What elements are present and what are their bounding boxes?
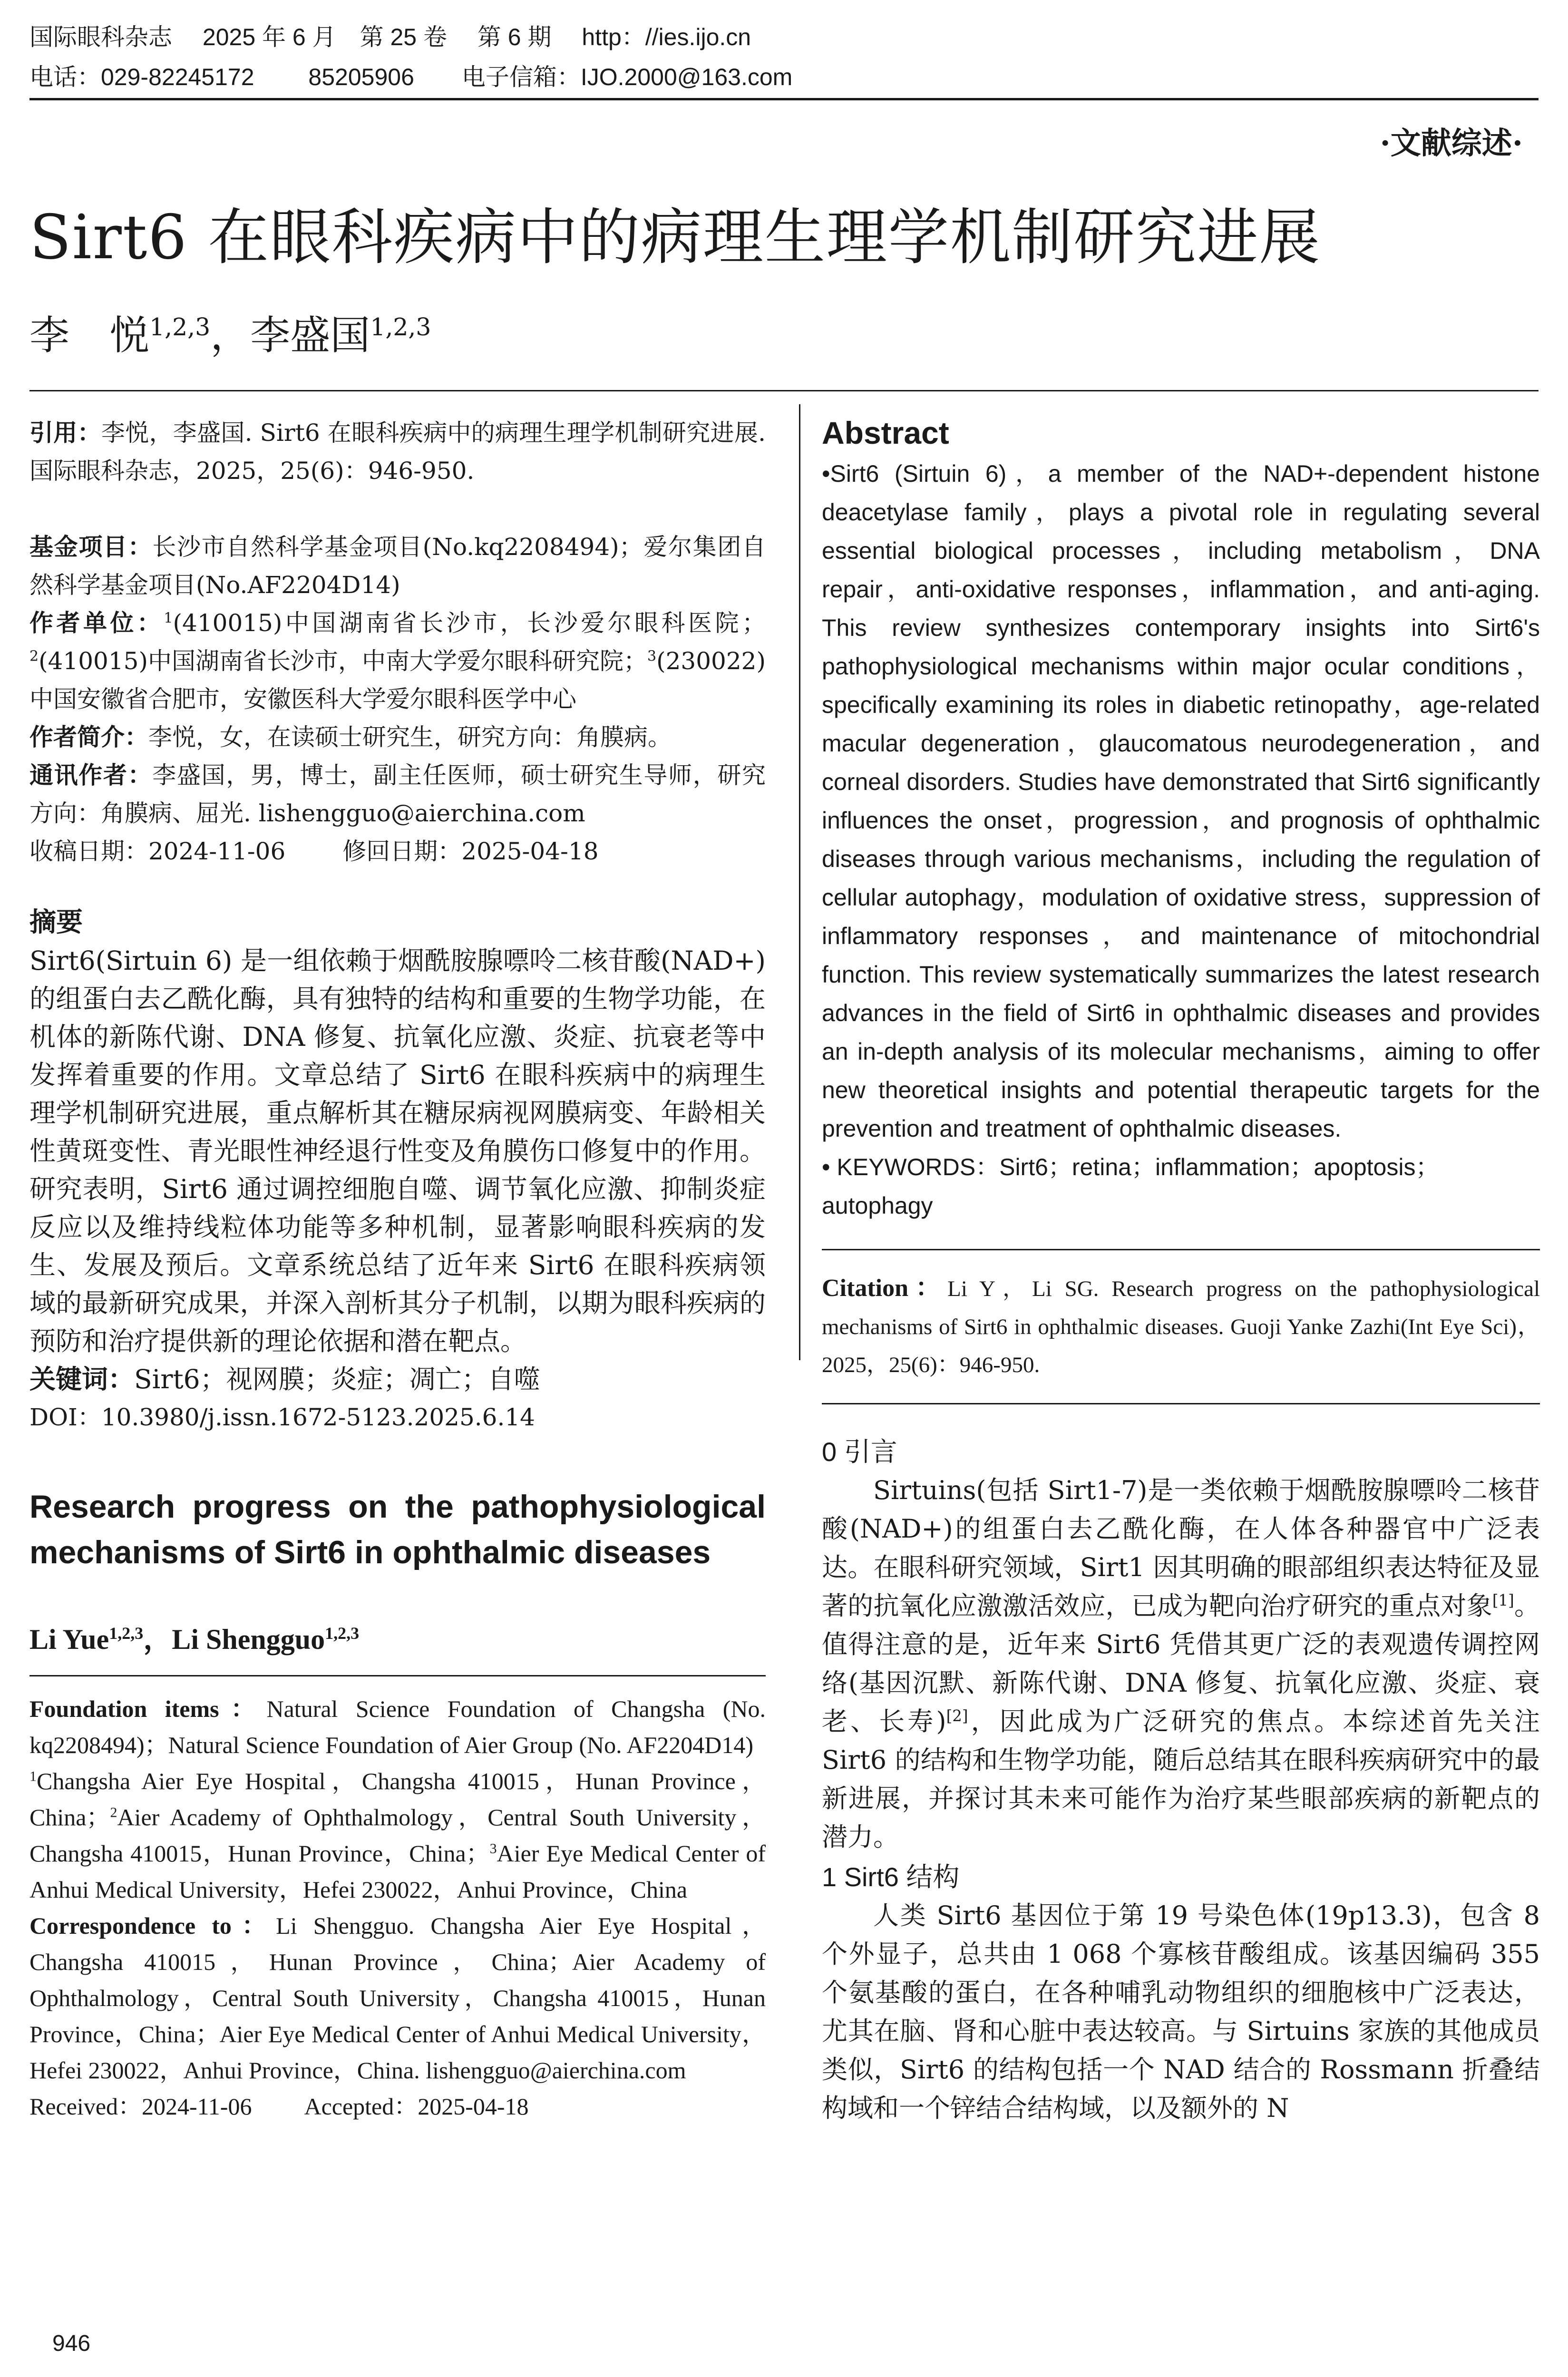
- citation-en-label: Citation：: [822, 1275, 948, 1302]
- affil-text: Changsha Aier Eye Hospital，Changsha 410015，Hunan Province，China；: [29, 1768, 766, 1831]
- author-name-en: Li Shengguo: [172, 1624, 325, 1655]
- affil-text: (410015)中国湖南省长沙市，长沙爱尔眼科医院；: [173, 609, 766, 637]
- abstract-text: •Sirt6 (Sirtuin 6)，a member of the NAD+-dependent histone deacetylase family，plays a pivotal role in regulating several essential biological processes，including metabolism，DNA repair，anti-oxidative responses，inflammation，and anti-aging. This review synthesizes contemporary insights into Sirt6's pathophysiological mechanisms within major ocular conditions，specifically examining its roles in diabetic retinopathy，age-related macular degeneration，glaucomatous neurodegeneration，and corneal disorders. Studies have demonstrated that Sirt6 significantly influences the onset，progression，and prognosis of ophthalmic diseases through various mechanisms，including the regulation of cellular autophagy，modulation of oxidative stress，suppression of inflammatory responses，and maintenance of mitochondrial function. This review systematically summarizes the latest research advances in the field of Sirt6 in ophthalmic diseases and provides an in-depth analysis of its molecular mechanisms，aiming to offer new theoretical insights and potential therapeutic targets for the prevention and treatment of ophthalmic diseases.: [822, 460, 1540, 1142]
- citation-rule: [822, 1403, 1540, 1404]
- fund-zh: [29, 528, 766, 604]
- correspondence-en: [29, 1908, 766, 2088]
- correspondence-label: 通讯作者：: [29, 761, 153, 789]
- citation-en: [822, 1269, 1540, 1384]
- foundation-en-text: Natural Science Foundation of Changsha (No. kq2208494)；Natural Science Foundation of Aier Group (No. AF2204D14): [29, 1695, 766, 1758]
- section-1-heading: 1 Sirt6 结构: [822, 1862, 960, 1892]
- column-divider: [799, 404, 800, 1360]
- author-name-en: Li Yue: [29, 1624, 109, 1655]
- citation-zh-text: 李悦，李盛国. Sirt6 在眼科疾病中的病理生理学机制研究进展. 国际眼科杂志，2025，25(6)：946-950.: [29, 419, 766, 485]
- keywords-en: • KEYWORDS：Sirt6；retina；inflammation；apoptosis；autophagy: [822, 1154, 1440, 1219]
- affil-sup: 1: [29, 1768, 37, 1784]
- page-number: 946: [52, 2331, 91, 2356]
- paragraph-text: Sirtuins(包括 Sirt1-7)是一类依赖于烟酰胺腺嘌呤二核苷酸(NAD+)的组蛋白去乙酰化酶，在人体各种器官中广泛表达。在眼科研究领域，Sirt1 因其明确的眼部组织表达特征及显著的抗氧化应激激活效应，已成为靶向治疗研究的重点对象: [822, 1475, 1540, 1621]
- fund-zh-text: 长沙市自然科学基金项目(No.kq2208494)；爱尔集团自然科学基金项目(No.AF2204D14): [29, 533, 766, 599]
- journal-header-line1: 国际眼科杂志 2025 年 6 月 第 25 卷 第 6 期 http：//ies.ijo.cn: [29, 24, 751, 50]
- abstract-zh-heading: 摘要: [29, 907, 83, 938]
- correspondence-en-text: Li Shengguo. Changsha Aier Eye Hospital，Changsha 410015，Hunan Province，China；Aier Academy of Ophthalmology，Central South University，Changsha 410015，Hunan Province，China；Aier Eye Medical Center of Anhui Medical University，Hefei 230022，Anhui Province，China. lishengguo@aierchina.com: [29, 1912, 766, 2084]
- reference-marker[interactable]: [2]: [946, 1707, 968, 1725]
- section-1-paragraph: 人类 Sirt6 基因位于第 19 号染色体(19p13.3)，包含 8 个外显子，总共由 1 068 个寡核苷酸组成。该基因编码 355 个氨基酸的蛋白，在各种哺乳动物组织的细胞核中广泛表达，尤其在脑、肾和心脏中表达较高。与 Sirtuins 家族的其他成员类似，Sirt6 的结构包括一个 NAD 结合的 Rossmann 折叠结构域和一个锌结合结构域，以及额外的 N: [822, 1900, 1540, 2123]
- affil-sup: 2: [110, 1804, 117, 1821]
- journal-header-line2: 电话：029-82245172 85205906 电子信箱：IJO.2000@163.com: [29, 64, 793, 90]
- author-name: 李盛国: [250, 312, 370, 359]
- correspondence-en-label: Correspondence to：: [29, 1912, 276, 1939]
- affiliation-en: [29, 1763, 766, 1908]
- author-bio-text: 李悦，女，在读硕士研究生，研究方向：角膜病。: [148, 723, 672, 751]
- author-affil-sup: 1,2,3: [109, 1624, 144, 1643]
- right-column: [822, 404, 1540, 2127]
- author-separator: ，: [143, 1624, 172, 1655]
- affiliation-zh-label: 作者单位：: [29, 609, 164, 637]
- section-0-heading: 0 引言: [822, 1437, 897, 1467]
- section-0-paragraph: [822, 1471, 1540, 1856]
- keywords-zh-text: Sirt6；视网膜；炎症；凋亡；自噬: [134, 1364, 540, 1394]
- section-tag: ·文献综述·: [1380, 126, 1523, 161]
- authors-zh: [29, 309, 431, 361]
- abstract-rule: [822, 1249, 1540, 1250]
- dates-zh: [29, 832, 766, 870]
- author-affil-sup: 1,2,3: [149, 313, 211, 341]
- author-affil-sup: 1,2,3: [370, 313, 431, 341]
- author-bio-zh: [29, 718, 766, 756]
- revised-date: 修回日期：2025-04-18: [342, 838, 599, 865]
- received-date-en: Received：2024-11-06: [29, 2093, 252, 2120]
- author-bio-label: 作者简介：: [29, 723, 148, 751]
- affil-sup: 3: [647, 648, 657, 665]
- author-separator: ，: [210, 312, 251, 359]
- paragraph-text: ，因此成为广泛研究的焦点。本综述首先关注 Sirt6 的结构和生物学功能，随后总结其在眼科疾病研究中的最新进展，并探讨其未来可能作为治疗某些眼部疾病的新靶点的潜力。: [822, 1706, 1540, 1852]
- keywords-zh-label: 关键词：: [29, 1364, 135, 1394]
- correspondence-text: 李盛国，男，博士，副主任医师，硕士研究生导师，研究方向：角膜病、屈光. lishengguo@aierchina.com: [29, 761, 766, 827]
- page-title: Sirt6 在眼科疾病中的病理生理学机制研究进展: [29, 202, 1321, 273]
- dates-en: [29, 2088, 766, 2124]
- abstract-zh-text: Sirt6(Sirtuin 6) 是一组依赖于烟酰胺腺嘌呤二核苷酸(NAD+)的组蛋白去乙酰化酶，具有独特的结构和重要的生物学功能，在机体的新陈代谢、DNA 修复、抗氧化应激、炎症、抗衰老等中发挥着重要的作用。文章总结了 Sirt6 在眼科疾病中的病理生理学机制研究进展，重点解析其在糖尿病视网膜病变、年龄相关性黄斑变性、青光眼性神经退行性变及角膜伤口修复中的作用。研究表明，Sirt6 通过调控细胞自噬、调节氧化应激、抑制炎症反应以及维持线粒体功能等多种机制，显著影响眼科疾病的发生、发展及预后。文章系统总结了近年来 Sirt6 在眼科疾病领域的最新研究成果，并深入剖析其分子机制，以期为眼科疾病的预防和治疗提供新的理论依据和潜在靶点。: [29, 945, 766, 1356]
- title-rule: [29, 390, 1539, 391]
- received-date: 收稿日期：2024-11-06: [29, 838, 286, 865]
- affil-sup: 3: [489, 1841, 497, 1857]
- affiliation-zh: [29, 604, 766, 718]
- affil-text: Aier Academy of Ophthalmology，Central South University，Changsha 410015，Hunan Province，China；: [29, 1804, 766, 1867]
- foundation-en: [29, 1691, 766, 1763]
- citation-en-text: Li Y，Li SG. Research progress on the pathophysiological mechanisms of Sirt6 in ophthalmic diseases. Guoji Yanke Zazhi(Int Eye Sci)，2025，25(6)：946-950.: [822, 1276, 1540, 1377]
- citation-zh: [29, 414, 766, 490]
- left-column: [29, 404, 766, 2124]
- affil-sup: 2: [29, 648, 39, 665]
- correspondence-zh: [29, 756, 766, 832]
- affil-text: (230022)中国安徽省合肥市，安徽医科大学爱尔眼科医学中心: [29, 647, 766, 713]
- reference-marker[interactable]: [1]: [1492, 1591, 1514, 1609]
- affil-text: Aier Eye Medical Center of Anhui Medical University，Hefei 230022，Anhui Province，China: [29, 1840, 766, 1903]
- citation-zh-label: 引用：: [29, 419, 101, 447]
- abstract-heading: Abstract: [822, 415, 949, 450]
- affil-sup: 1: [164, 610, 173, 627]
- title-en: Research progress on the pathophysiological mechanisms of Sirt6 in ophthalmic diseases: [29, 1489, 766, 1570]
- author-en-rule: [29, 1675, 766, 1676]
- doi: DOI：10.3980/j.issn.1672-5123.2025.6.14: [29, 1403, 535, 1431]
- author-name: 李 悦: [29, 312, 150, 359]
- foundation-en-label: Foundation items：: [29, 1695, 267, 1722]
- paragraph-text: 。值得注意的是，近年来 Sirt6 凭借其更广泛的表观遗传调控网络(基因沉默、新陈代谢、DNA 修复、抗氧化应激、炎症、衰老、长寿): [822, 1591, 1540, 1736]
- fund-zh-label: 基金项目：: [29, 533, 153, 561]
- header-rule: [29, 98, 1539, 100]
- keywords-zh: [29, 1360, 766, 1398]
- accepted-date-en: Accepted：2025-04-18: [304, 2093, 529, 2120]
- authors-en: [29, 1618, 766, 1661]
- affil-text: (410015)中国湖南省长沙市，中南大学爱尔眼科研究院；: [39, 647, 648, 675]
- author-affil-sup: 1,2,3: [325, 1624, 360, 1643]
